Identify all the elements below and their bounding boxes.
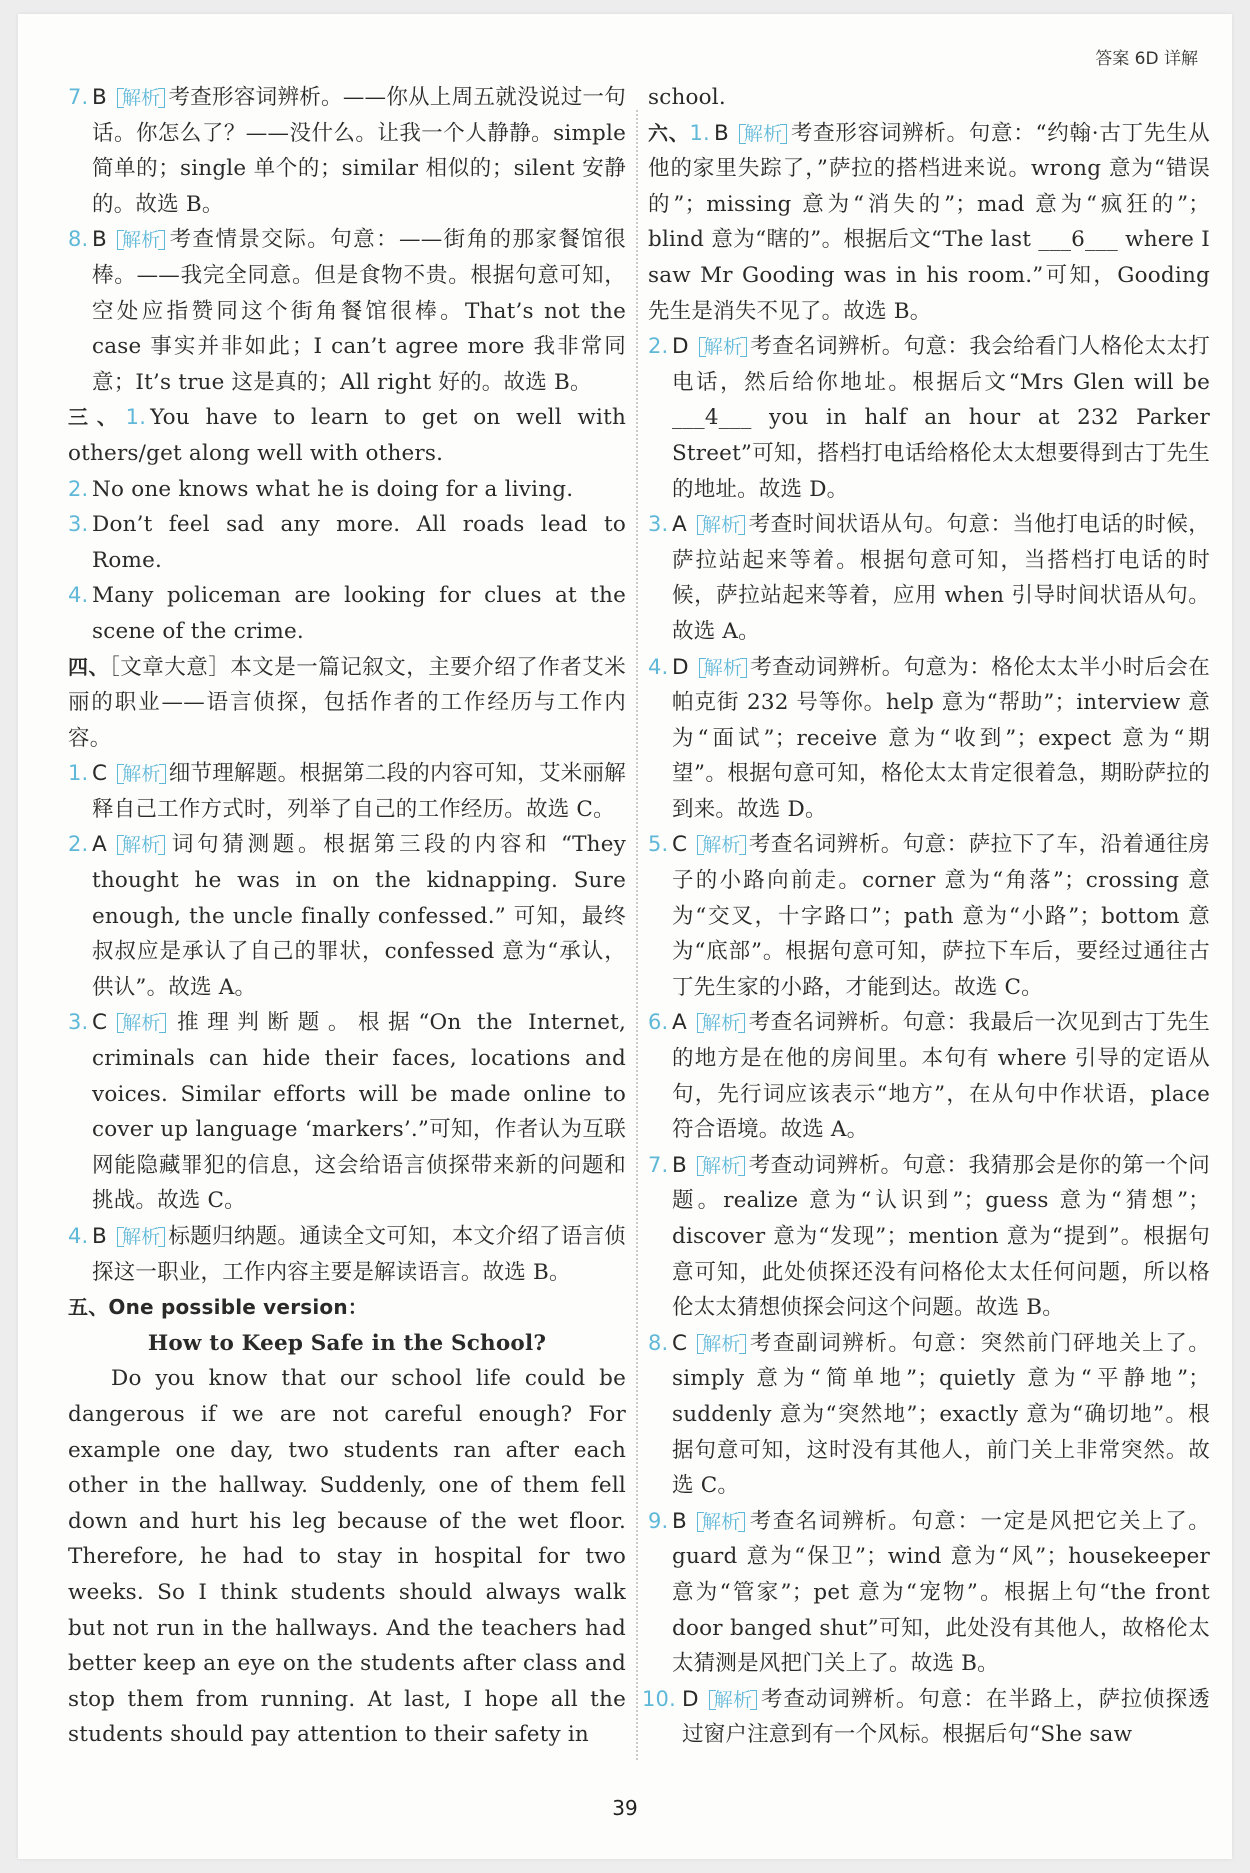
section-intro [68, 650, 626, 757]
answer-letter: B [713, 120, 729, 146]
analysis-tag: 解析 [709, 1688, 757, 1712]
translation-item [68, 507, 626, 578]
translation-item [68, 400, 626, 471]
item-number: 9. [648, 1508, 669, 1533]
page-header: 答案 6D 详解 [1095, 49, 1198, 69]
analysis-tag: 解析 [117, 1011, 165, 1035]
answer-letter: D [672, 334, 689, 360]
answer-explanation: 考查名词辨析。句意：萨拉下了车，沿着通往房子的小路向前走。corner 意为“角落”；crossing 意为“交叉，十字路口”；path 意为“小路”；bottom 意为“底部”。根据句意可知，萨拉下车后，要经过通往古丁先生家的小路，才能到达。故选 C。 [672, 832, 1210, 1000]
section-heading: 五、One possible version： [68, 1295, 368, 1320]
analysis-tag: 解析 [697, 833, 745, 857]
page-number: 39 [612, 1796, 638, 1820]
essay-continuation: school. [648, 85, 726, 110]
answer-explanation: 考查名词辨析。句意：一定是风把它关上了。guard 意为“保卫”；wind 意为“风”；housekeeper 意为“管家”；pet 意为“宠物”。根据上句“the front door banged shut”可知，此处没有其他人，故格伦太太猜测是风把门关上了。故选 B。 [672, 1508, 1210, 1677]
analysis-tag: 解析 [117, 228, 165, 252]
analysis-tag: 解析 [697, 513, 745, 537]
analysis-tag: 解析 [697, 1510, 745, 1534]
answer-item [648, 1005, 1210, 1147]
answer-letter: A [92, 832, 107, 858]
answer-item [648, 116, 1210, 330]
answer-letter: A [672, 512, 687, 538]
item-number: 1. [125, 405, 147, 430]
analysis-tag: 解析 [697, 1011, 745, 1035]
answer-letter: C [672, 832, 688, 858]
translation-text: You have to learn to get on well with others/get along well with others. [68, 405, 627, 466]
analysis-tag: 解析 [697, 1154, 745, 1178]
analysis-tag: 解析 [739, 122, 787, 146]
item-number: 2. [68, 476, 89, 501]
answer-item [648, 650, 1210, 828]
answer-letter: B [92, 85, 107, 110]
answer-letter: C [92, 1010, 108, 1036]
item-number: 10. [642, 1686, 676, 1711]
item-number: 8. [648, 1330, 669, 1355]
translation-item [68, 578, 626, 649]
translation-text: Many policeman are looking for clues at the scene of the crime. [92, 583, 626, 644]
answer-explanation: 考查动词辨析。句意：在半路上，萨拉侦探透过窗户注意到有一个风标。根据后句“She saw [682, 1686, 1210, 1748]
answer-letter: C [672, 1330, 688, 1356]
item-number: 3. [648, 512, 669, 537]
item-number: 7. [68, 85, 89, 109]
answer-explanation: 推理判断题。根据“On the Internet, criminals can hide their faces, locations and voices. Similar efforts will be made online to cover up language ‘markers’.”可知，作者认为互联网能隐藏罪犯的信息，这会给语言侦探带来新的问题和挑战。故选 C。 [92, 1010, 626, 1214]
answer-item [648, 827, 1210, 1005]
analysis-tag: 解析 [117, 1225, 165, 1249]
answer-item [642, 1682, 1210, 1753]
answer-letter: D [672, 654, 689, 680]
answer-item [648, 329, 1210, 507]
analysis-tag: 解析 [117, 86, 165, 110]
answer-letter: A [672, 1010, 687, 1036]
item-number: 1. [68, 761, 89, 786]
analysis-tag: 解析 [699, 335, 747, 359]
answer-explanation: 考查动词辨析。句意为：格伦太太半小时后会在帕克街 232 号等你。help 意为“帮助”；interview 意为“面试”；receive 意为“收到”；expect 意为“期望”。根据句意可知，格伦太太肯定很着急，期盼萨拉的到来。故选 D。 [672, 654, 1210, 822]
answer-item [68, 827, 626, 1005]
answer-item [68, 756, 626, 827]
section-3 [68, 400, 626, 649]
translation-text: No one knows what he is doing for a living. [92, 476, 574, 502]
item-number: 4. [648, 654, 669, 679]
answer-explanation: 细节理解题。根据第二段的内容可知，艾米丽解释自己工作方式时，列举了自己的工作经历。故选 C。 [92, 761, 626, 822]
left-column [68, 80, 626, 1753]
answer-explanation: 考查形容词辨析。——你从上周五就没说过一句话。你怎么了？——没什么。让我一个人静静。simple 简单的；single 单个的；similar 相似的；silent 安静的。故选 B。 [92, 85, 626, 217]
column-divider [636, 110, 638, 1760]
item-number: 6. [648, 1010, 669, 1035]
item-number: 2. [68, 832, 89, 857]
answer-item [648, 1326, 1210, 1504]
answer-letter: B [92, 1224, 107, 1249]
item-number: 3. [68, 1010, 89, 1035]
answer-item [68, 1219, 626, 1290]
answer-explanation: 考查副词辨析。句意：突然前门砰地关上了。simply 意为“简单地”；quietly 意为“平静地”；suddenly 意为“突然地”；exactly 意为“确切地”。根据句意可知，这时没有其他人，前门关上非常突然。故选 C。 [672, 1330, 1210, 1499]
answer-explanation: 考查时间状语从句。句意：当他打电话的时候，萨拉站起来等着。根据句意可知，当搭档打电话的时候，萨拉站起来等着，应用 when 引导时间状语从句。故选 A。 [672, 512, 1210, 644]
answer-item [68, 222, 626, 400]
answer-explanation: 考查情景交际。句意：——街角的那家餐馆很棒。——我完全同意。但是食物不贵。根据句意可知，空处应指赞同这个街角餐馆很棒。That’s not the case 事实并非如此；I can’t agree more 我非常同意；It’s true 这是真的；All right 好的。故选 B。 [92, 227, 626, 395]
answer-explanation: 考查名词辨析。句意：我会给看门人格伦太太打电话，然后给你地址。根据后文“Mrs Glen will be ___4___ you in half an hour at 232 Parker Street”可知，搭档打电话给格伦太太想要得到古丁先生的地址。故选 D。 [672, 334, 1210, 502]
section-5 [68, 1290, 626, 1753]
answer-page [18, 14, 1232, 1859]
analysis-tag: 解析 [117, 833, 165, 857]
item-number: 4. [68, 1224, 89, 1248]
answer-explanation: 标题归纳题。通读全文可知，本文介绍了语言侦探这一职业，工作内容主要是解读语言。故选 B。 [92, 1224, 626, 1285]
section-heading: 三、 [68, 405, 126, 430]
item-number: 3. [68, 512, 89, 537]
answer-explanation: 词句猜测题。根据第三段的内容和 “They thought he was in on the kidnapping. Sure enough, the uncle finally confessed.” 可知，最终叔叔应是承认了自己的罪状，confessed 意为“承认，供认”。故选 A。 [92, 832, 626, 1000]
translation-item [68, 472, 626, 508]
analysis-tag: 解析 [699, 656, 747, 680]
section-heading: 六、 [648, 120, 690, 145]
analysis-tag: 解析 [697, 1332, 745, 1356]
answer-explanation: 考查形容词辨析。句意：“约翰·古丁先生从他的家里失踪了，”萨拉的搭档进来说。wrong 意为“错误的”；missing 意为“消失的”；mad 意为“疯狂的”；blind 意为“瞎的”。根据后文“The last ___6___ where I saw Mr Gooding was in his room.”可知，Gooding 先生是消失不见了。故选 B。 [648, 120, 1211, 324]
item-number: 8. [68, 227, 89, 252]
answer-item [68, 1005, 626, 1219]
item-number: 2. [648, 334, 669, 359]
answer-letter: B [672, 1508, 687, 1534]
item-number: 4. [68, 583, 89, 608]
answer-letter: D [682, 1686, 699, 1712]
essay-title: How to Keep Safe in the School? [147, 1330, 547, 1356]
right-column [642, 80, 1211, 1753]
essay-body: Do you know that our school life could be dangerous if we are not careful enough? For example one day, two students ran after each other in the hallway. Suddenly, one of them fell down and hurt his leg because of the wet floor. Therefore, he had to stay in hospital for two weeks. So I think students should always walk but not run in the hallways. And the teachers had better keep an eye on the students after class and stop them from running. At last, I hope all the students should pay attention to their safety in [68, 1366, 626, 1748]
answer-item [68, 80, 626, 222]
section-heading: 四、 [68, 654, 110, 679]
section-4 [68, 650, 626, 1291]
item-number: 5. [648, 832, 669, 857]
answer-item [648, 1504, 1210, 1682]
item-number: 7. [648, 1152, 669, 1177]
answer-explanation: 考查名词辨析。句意：我最后一次见到古丁先生的地方是在他的房间里。本句有 where 引导的定语从句，先行词应该表示“地方”，在从句中作状语，place 符合语境。故选 A。 [672, 1010, 1210, 1143]
answer-letter: C [92, 761, 108, 787]
item-number: 1. [689, 120, 710, 145]
article-summary: ［文章大意］本文是一篇记叙文，主要介绍了作者艾米丽的职业——语言侦探，包括作者的工作经历与工作内容。 [68, 654, 626, 751]
answer-item [648, 1148, 1210, 1326]
answer-letter: B [672, 1152, 687, 1178]
answer-explanation: 考查动词辨析。句意：我猜那会是你的第一个问题。realize 意为“认识到”；guess 意为“猜想”；discover 意为“发现”；mention 意为“提到”。根据句意可知，此处侦探还没有问格伦太太任何问题，所以格伦太太猜想侦探会问这个问题。故选 B。 [672, 1152, 1210, 1321]
answer-letter: B [92, 227, 107, 253]
answer-item [648, 507, 1210, 649]
translation-text: Don’t feel sad any more. All roads lead to Rome. [92, 512, 626, 573]
analysis-tag: 解析 [117, 762, 165, 786]
